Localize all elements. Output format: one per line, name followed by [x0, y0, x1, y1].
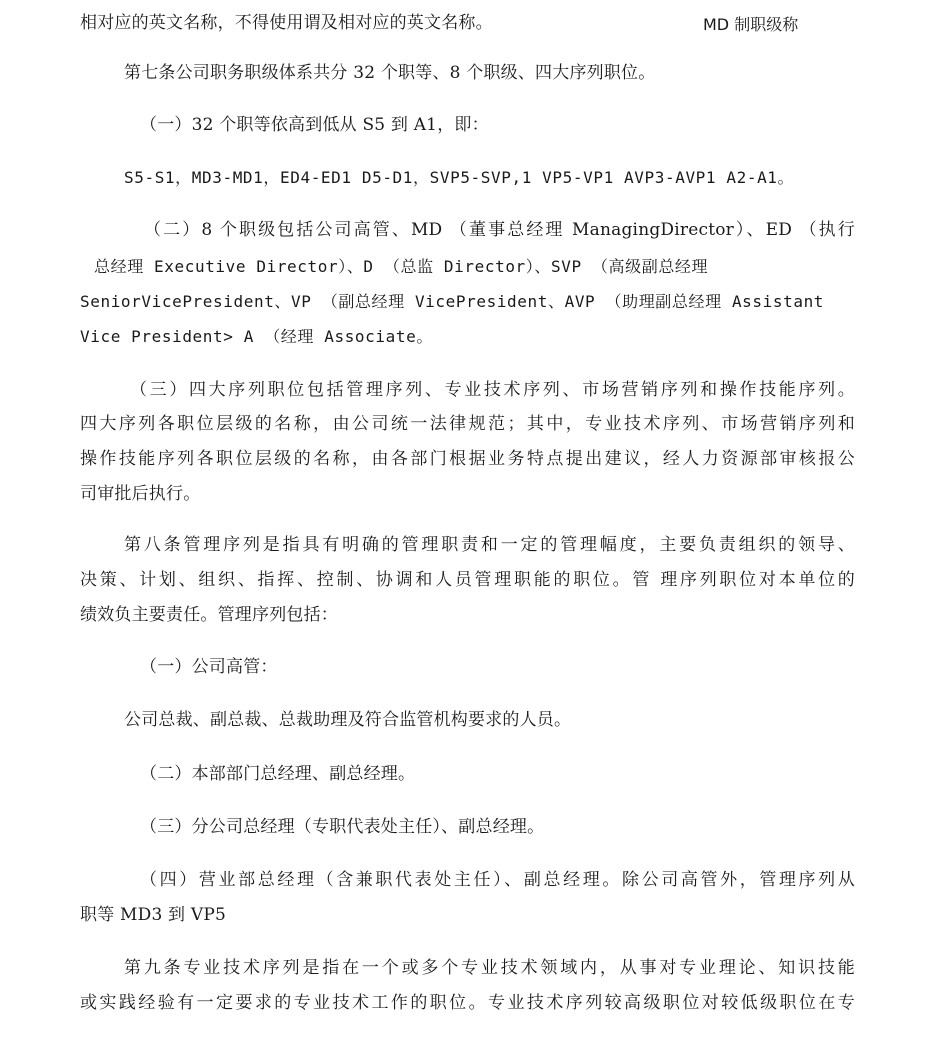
- paragraph-line: 或实践经验有一定要求的专业技术工作的职位。专业技术序列较高级职位对较低级职位在专: [80, 993, 855, 1013]
- paragraph-line: 绩效负主要责任。管理序列包括：: [80, 605, 338, 625]
- paragraph-line: 司审批后执行。: [80, 484, 201, 504]
- list-item: （四）营业部总经理（含兼职代表处主任）、副总经理。除公司高管外，管理序列从: [140, 870, 855, 890]
- article-7-heading: 第七条公司职务职级体系共分 32 个职等、8 个职级、四大序列职位。: [124, 63, 656, 83]
- grade-list: S5-S1，MD3-MD1，ED4-ED1 D5-D1，SVP5-SVP,1 VP5-VP1 AVP3-AVP1 A2-A1。: [124, 168, 795, 187]
- paragraph-line: （二）8 个职级包括公司高管、MD （董事总经理 ManagingDirector）、ED （执行: [144, 220, 855, 240]
- list-item: （三）分公司总经理（专职代表处主任）、副总经理。: [140, 817, 545, 837]
- paragraph-line: 四大序列各职位层级的名称，由公司统一法律规范；其中，专业技术序列、市场营销序列和: [80, 414, 855, 434]
- list-item: （一）公司高管：: [140, 657, 278, 677]
- paragraph-line: 操作技能序列各职位层级的名称，由各部门根据业务特点提出建议，经人力资源部审核报公: [80, 449, 855, 469]
- paragraph-line: 公司总裁、副总裁、总裁助理及符合监管机构要求的人员。: [124, 710, 572, 730]
- paragraph-line: SeniorVicePresident、VP （副总经理 VicePresident、AVP （助理副总经理 Assistant: [80, 292, 825, 311]
- paragraph-line: Vice President> A （经理 Associate。: [80, 327, 433, 346]
- paragraph-line: （三）四大序列职位包括管理序列、专业技术序列、市场营销序列和操作技能序列。: [130, 380, 855, 400]
- text-line: 相对应的英文名称，不得使用谓及相对应的英文名称。: [80, 13, 493, 33]
- paragraph-line: 决策、计划、组织、指挥、控制、协调和人员管理职能的职位。管 理序列职位对本单位的: [80, 570, 855, 590]
- paragraph-line: 总经理 Executive Director）、D （总监 Director）、SVP （高级副总经理: [94, 257, 709, 276]
- paragraph-line: 职等 MD3 到 VP5: [80, 905, 226, 925]
- list-item: （一）32 个职等依高到低从 S5 到 A1，即：: [140, 115, 489, 135]
- article-9-heading: 第九条专业技术序列是指在一个或多个专业技术领域内，从事对专业理论、知识技能: [124, 958, 855, 978]
- list-item: （二）本部部门总经理、副总经理。: [140, 764, 416, 784]
- side-tag: MD 制职级称: [703, 15, 799, 34]
- article-8-heading: 第八条管理序列是指具有明确的管理职责和一定的管理幅度，主要负责组织的领导、: [124, 535, 855, 555]
